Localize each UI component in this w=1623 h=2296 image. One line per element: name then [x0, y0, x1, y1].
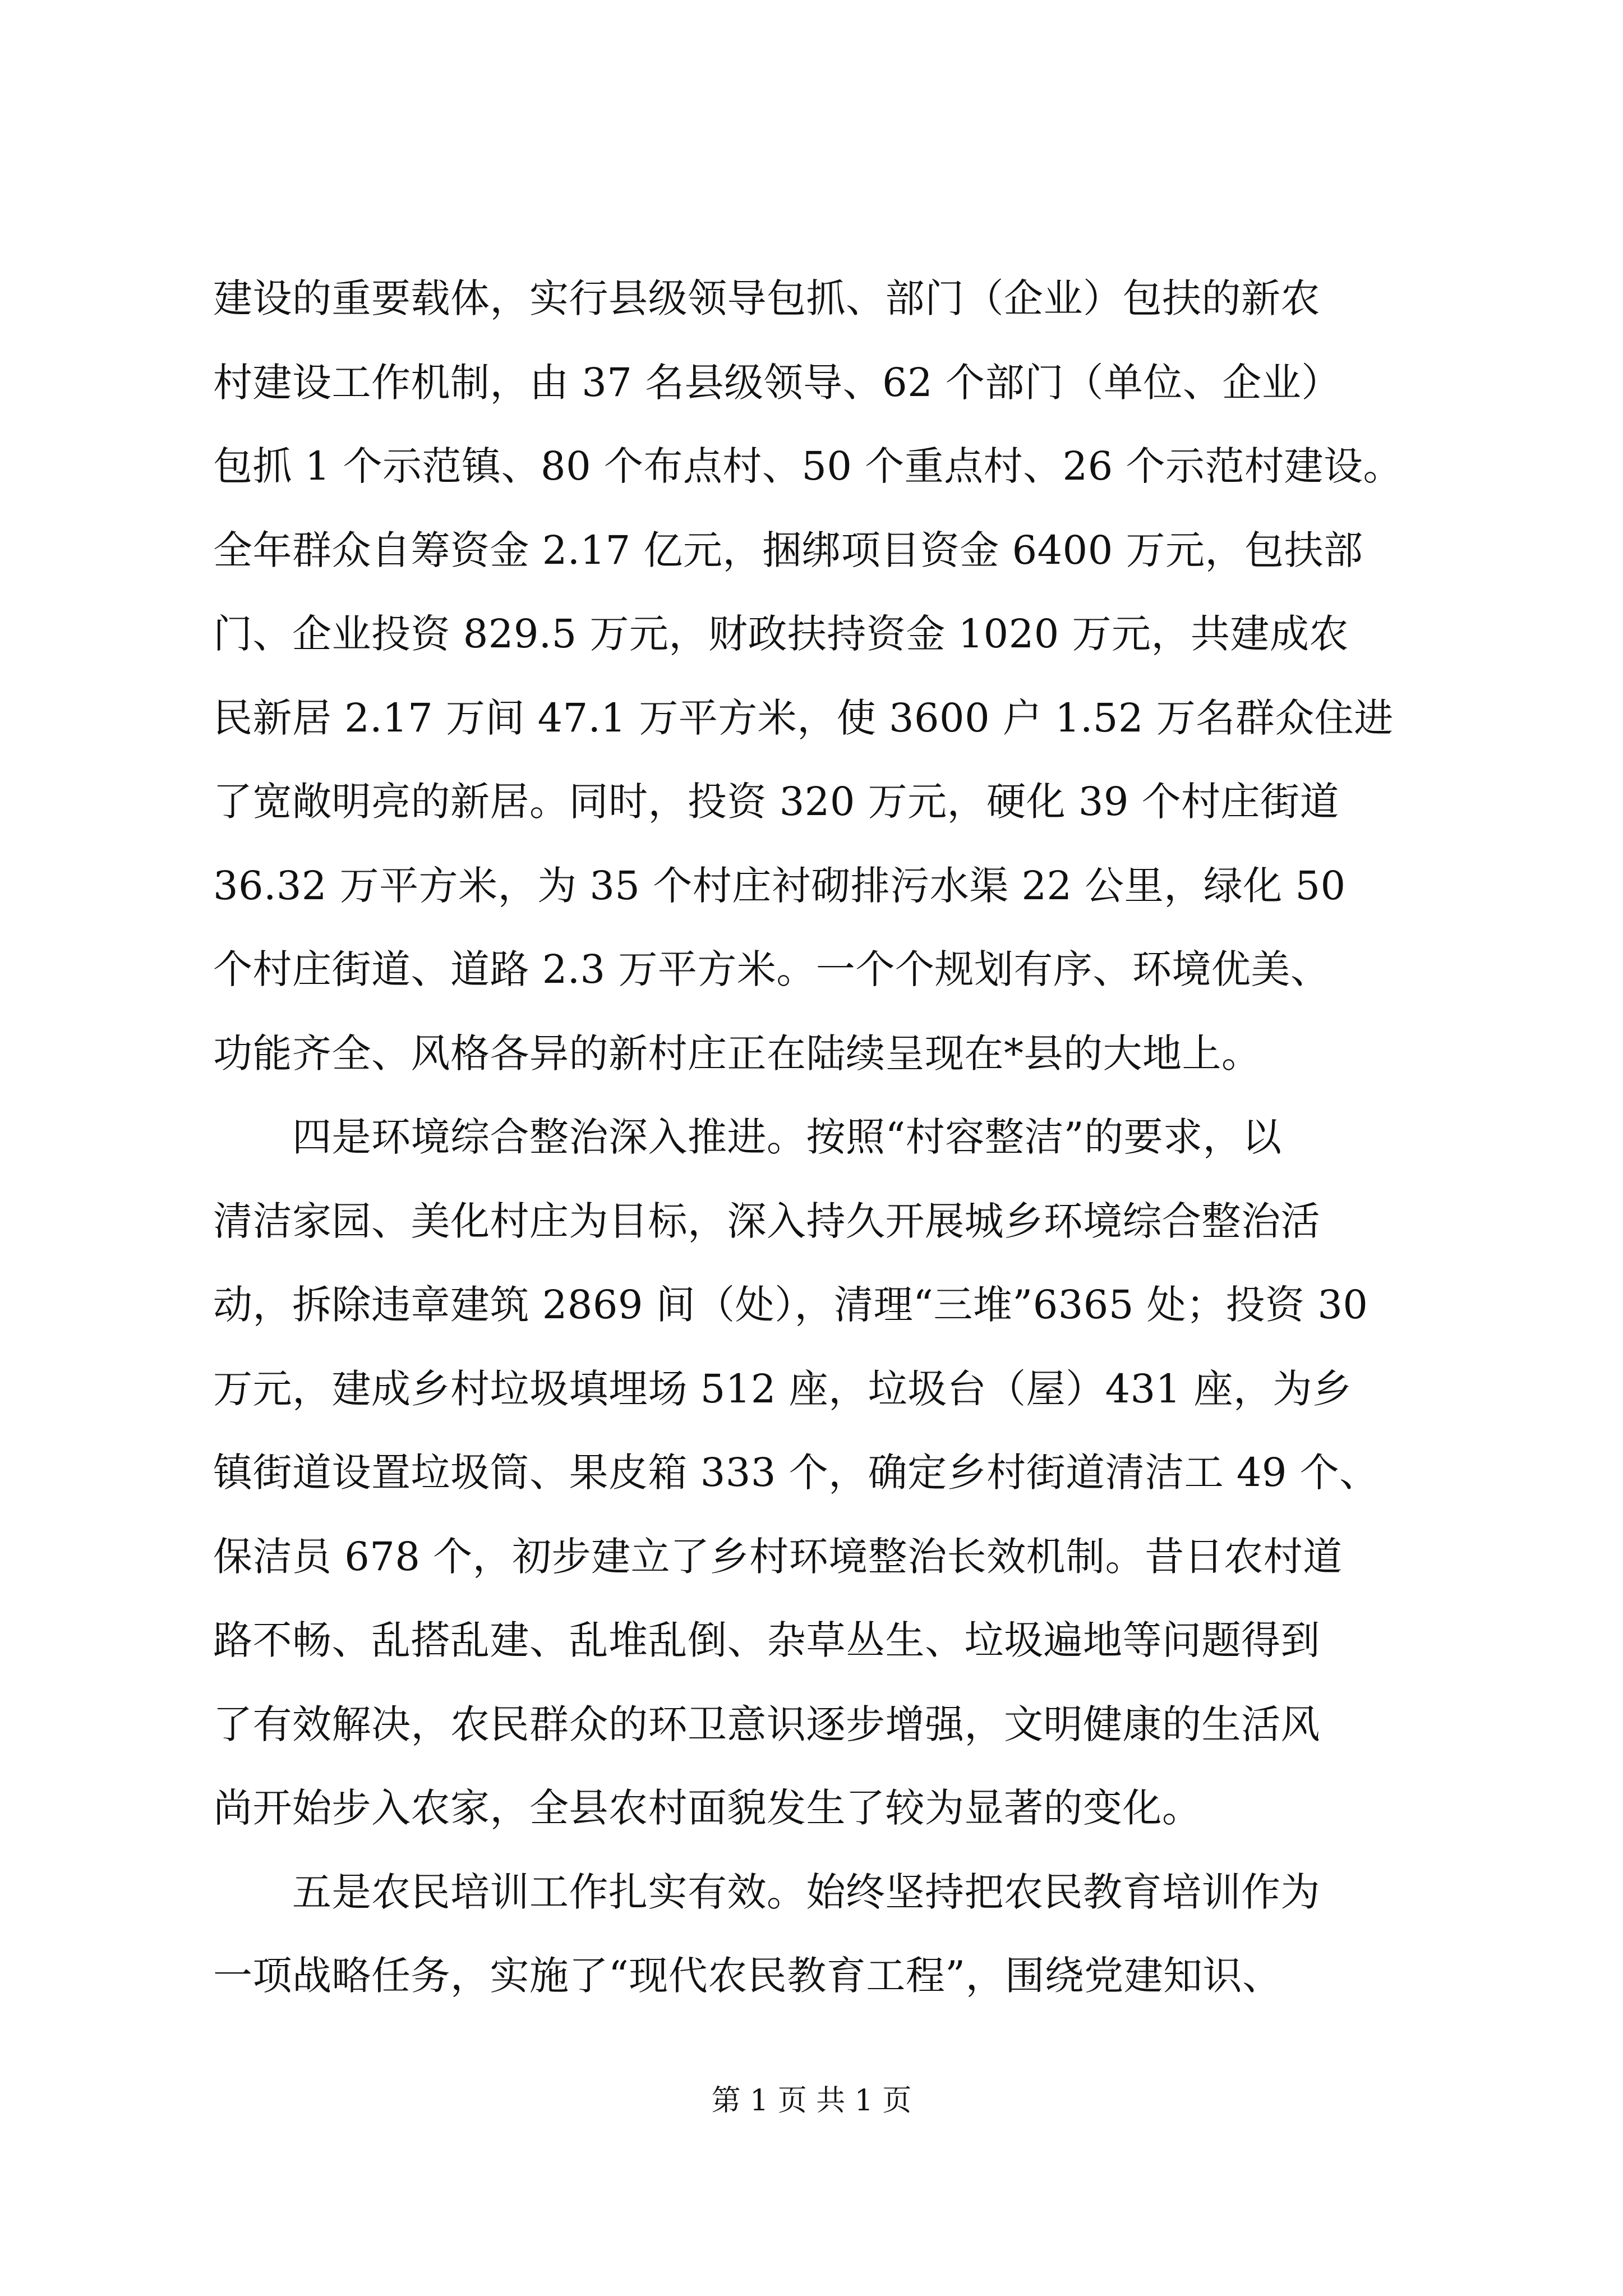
text-line: 路不畅、乱搭乱建、乱堆乱倒、杂草丛生、垃圾遍地等问题得到 [213, 1617, 1320, 1663]
text-line: 尚开始步入农家，全县农村面貌发生了较为显著的变化。 [213, 1785, 1202, 1831]
text-line: 万元，建成乡村垃圾填埋场 512 座，垃圾台（屋）431 座，为乡 [213, 1365, 1352, 1412]
text-line: 了宽敞明亮的新居。同时，投资 320 万元，硬化 39 个村庄街道 [213, 779, 1340, 825]
body-text [213, 257, 1458, 2018]
text-line: 清洁家园、美化村庄为目标，深入持久开展城乡环境综合整治活 [213, 1198, 1320, 1244]
text-line: 民新居 2.17 万间 47.1 万平方米，使 3600 户 1.52 万名群众住进 [213, 694, 1394, 741]
text-line: 镇街道设置垃圾筒、果皮箱 333 个，确定乡村街道清洁工 49 个、 [213, 1450, 1379, 1496]
text-line: 一项战略任务，实施了“现代农民教育工程”，围绕党建知识、 [213, 1953, 1282, 1999]
text-line: 门、企业投资 829.5 万元，财政扶持资金 1020 万元，共建成农 [213, 611, 1349, 657]
text-line: 四是环境综合整治深入推进。按照“村容整洁”的要求，以 [213, 1114, 1282, 1160]
text-line: 个村庄街道、道路 2.3 万平方米。一个个规划有序、环境优美、 [213, 946, 1330, 992]
text-line: 村建设工作机制，由 37 名县级领导、62 个部门（单位、企业） [213, 359, 1341, 406]
text-line: 动，拆除违章建筑 2869 间（处），清理“三堆”6365 处；投资 30 [213, 1282, 1368, 1328]
page-number-footer: 第 1 页 共 1 页 [711, 2084, 912, 2118]
text-line: 36.32 万平方米，为 35 个村庄衬砌排污水渠 22 公里，绿化 50 [213, 862, 1346, 909]
text-line: 了有效解决，农民群众的环卫意识逐步增强，文明健康的生活风 [213, 1701, 1320, 1747]
text-line: 全年群众自筹资金 2.17 亿元，捆绑项目资金 6400 万元，包扶部 [213, 527, 1363, 573]
text-line: 保洁员 678 个，初步建立了乡村环境整治长效机制。昔日农村道 [213, 1533, 1343, 1580]
text-line: 五是农民培训工作扎实有效。始终坚持把农民教育培训作为 [213, 1869, 1320, 1915]
text-line: 建设的重要载体，实行县级领导包抓、部门（企业）包扶的新农 [213, 275, 1320, 321]
text-line: 包抓 1 个示范镇、80 个布点村、50 个重点村、26 个示范村建设。 [213, 443, 1403, 489]
text-line: 功能齐全、风格各异的新村庄正在陆续呈现在*县的大地上。 [213, 1030, 1261, 1076]
